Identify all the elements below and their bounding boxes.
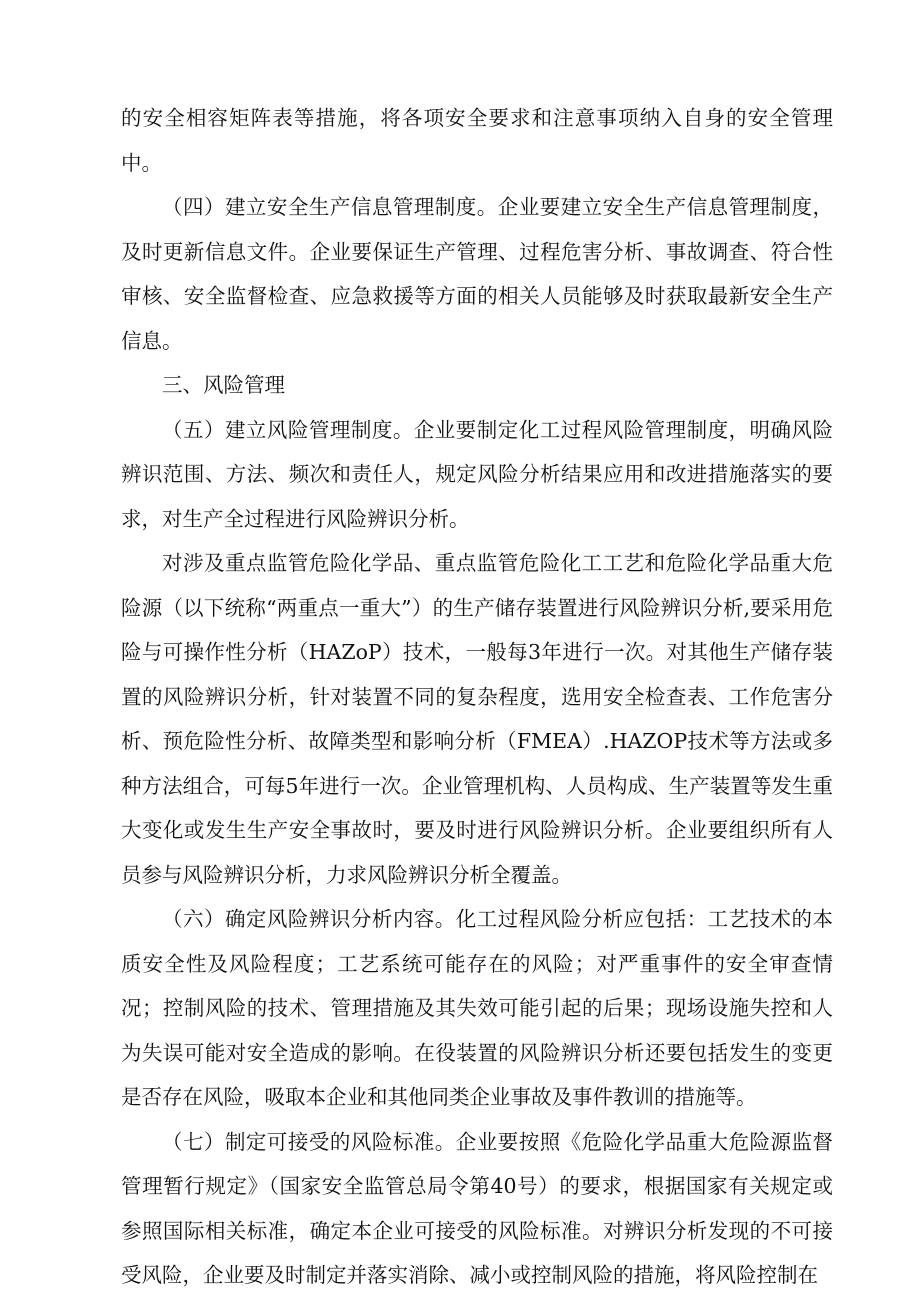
paragraph-acceptable-risk-standard: （七）制定可接受的风险标准。企业要按照《危险化学品重大危险源监督管理暂行规定》（国家安全监管总局令第40号）的要求，根据国家有关规定或参照国际相关标准，确定本企业可接受的风险标准。对辨识分析发现的不可接受风险，企业要及时制定并落实消除、减小或控制风险的措施，将风险控制在 [121, 1129, 833, 1287]
paragraph-continuation: 的安全相容矩阵表等措施，将各项安全要求和注意事项纳入自身的安全管理中。 [121, 106, 833, 175]
document-body [121, 96, 833, 1298]
paragraph-risk-management-system: （五）建立风险管理制度。企业要制定化工过程风险管理制度，明确风险辨识范围、方法、频次和责任人，规定风险分析结果应用和改进措施落实的要求，对生产全过程进行风险辨识分析。 [121, 417, 833, 531]
paragraph-hazop-analysis: 对涉及重点监管危险化学品、重点监管危险化工工艺和危险化学品重大危险源（以下统称“两重点一重大”）的生产储存装置进行风险辨识分析,要采用危险与可操作性分析（HAZoP）技术，一般每3年进行一次。对其他生产储存装置的风险辨识分析，针对装置不同的复杂程度，选用安全检查表、工作危害分析、预危险性分析、故障类型和影响分析（FMEA）.HAZOP技术等方法或多种方法组合，可每5年进行一次。企业管理机构、人员构成、生产装置等发生重大变化或发生生产安全事故时，要及时进行风险辨识分析。企业要组织所有人员参与风险辨识分析，力求风险辨识分析全覆盖。 [121, 551, 833, 887]
paragraph-risk-analysis-content: （六）确定风险辨识分析内容。化工过程风险分析应包括：工艺技术的本质安全性及风险程度；工艺系统可能存在的风险；对严重事件的安全审查情况；控制风险的技术、管理措施及其失效可能引起的后果；现场设施失控和人为失误可能对安全造成的影响。在役装置的风险辨识分析还要包括发生的变更是否存在风险，吸取本企业和其他同类企业事故及事件教训的措施等。 [121, 907, 833, 1109]
section-heading-risk-management: 三、风险管理 [162, 373, 285, 397]
paragraph-safety-info-management: （四）建立安全生产信息管理制度。企业要建立安全生产信息管理制度，及时更新信息文件。企业要保证生产管理、过程危害分析、事故调查、符合性审核、安全监督检查、应急救援等方面的相关人员能够及时获取最新安全生产信息。 [121, 195, 833, 353]
